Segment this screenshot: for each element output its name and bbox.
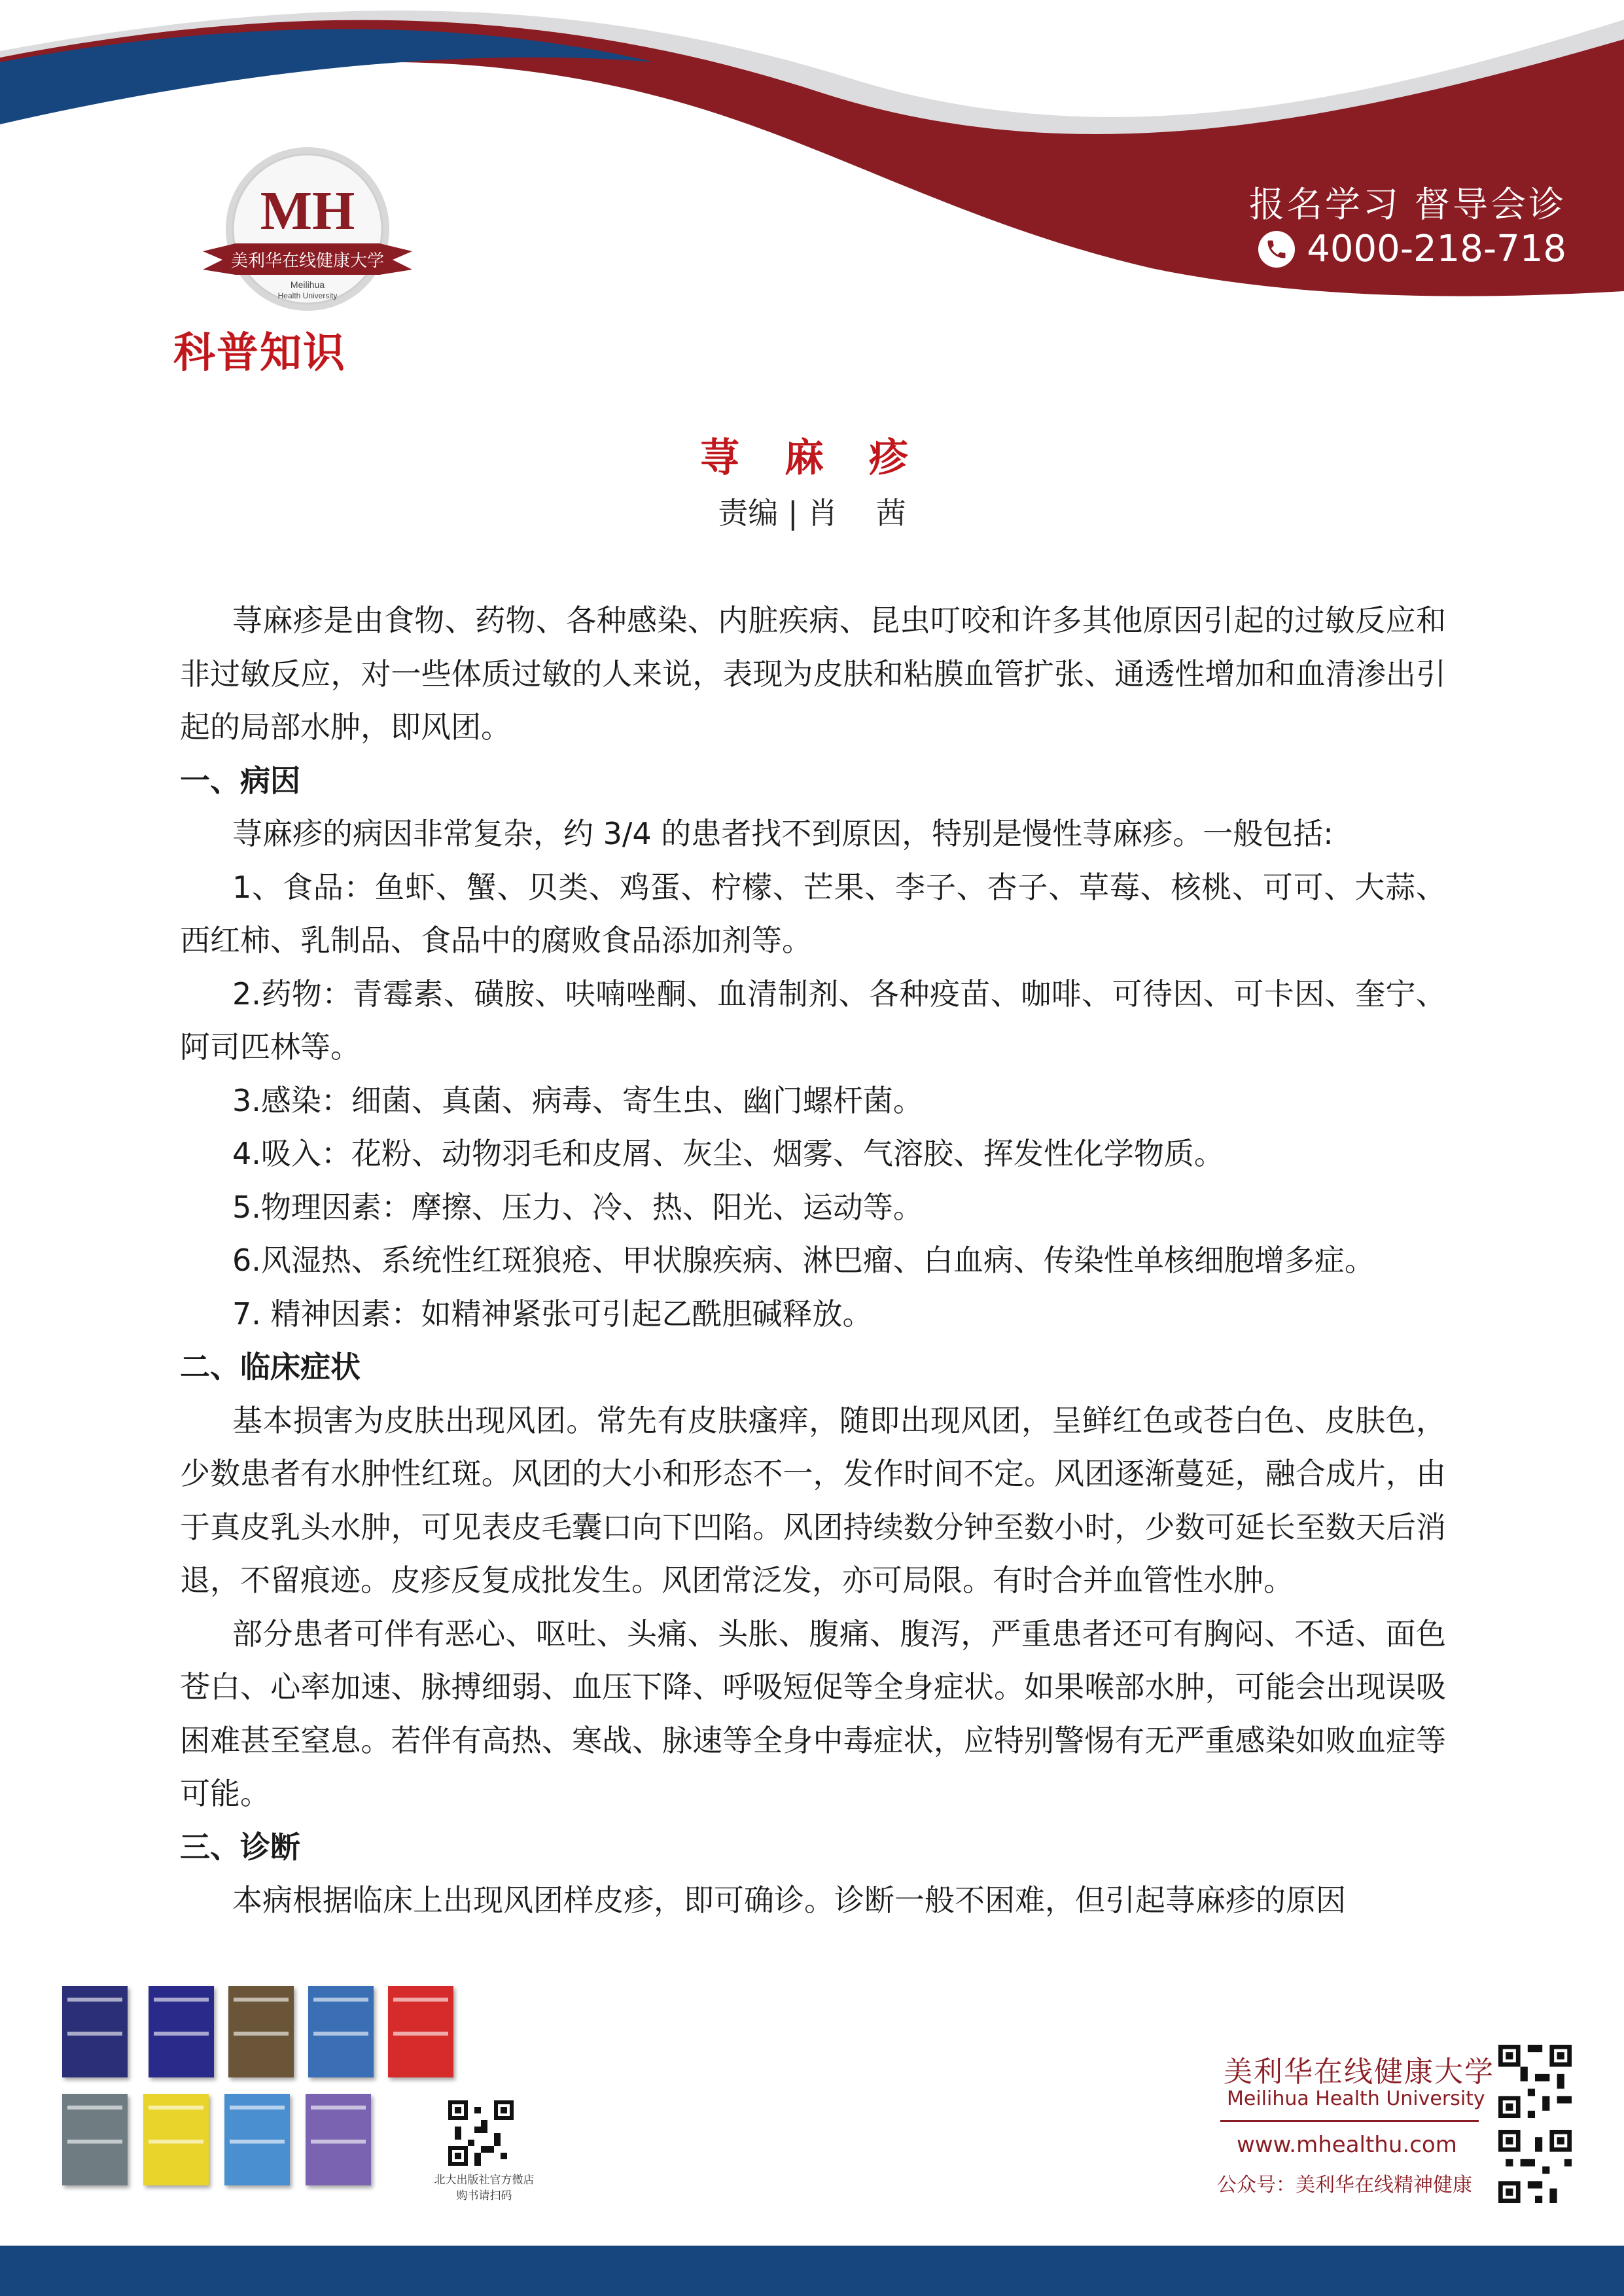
cause-item: 6.风湿热、系统性红斑狼疮、甲状腺疾病、淋巴瘤、白血病、传染性单核细胞增多症。 <box>232 1243 1375 1278</box>
symptoms-paragraph-2: 部分患者可伴有恶心、呕吐、头痛、头胀、腹痛、腹泻，严重患者还可有胸闷、不适、面色苍白、心率加速、脉搏细弱、血压下降、呼吸短促等全身症状。如果喉部水肿，可能会出现误吸困难甚至窒息。若伴有高热、寒战、脉速等全身中毒症状，应特别警惕有无严重感染如败血症等可能。 <box>180 1616 1446 1811</box>
public-account-qr-code[interactable] <box>1498 2130 1572 2203</box>
section-heading-diagnosis: 三、诊断 <box>180 1829 300 1865</box>
cause-item: 4.吸入：花粉、动物羽毛和皮屑、灰尘、烟雾、气溶胶、挥发性化学物质。 <box>232 1136 1224 1171</box>
website-qr-code[interactable] <box>1498 2045 1572 2118</box>
book-cover <box>228 1986 294 2077</box>
book-cover <box>62 1986 128 2077</box>
article-title: 荨 麻 疹 <box>700 435 924 481</box>
article-body <box>180 594 1446 1928</box>
header-phone <box>1258 228 1566 270</box>
book-showcase <box>62 1986 559 2202</box>
symptoms-paragraph-1: 基本损害为皮肤出现风团。常先有皮肤瘙痒，随即出现风团，呈鲜红色或苍白色、皮肤色，少数患者有水肿性红斑。风团的大小和形态不一，发作时间不定。风团逐渐蔓延，融合成片，由于真皮乳头水肿，可见表皮毛囊口向下凹陷。风团持续数分钟至数小时，少数可延长至数天后消退，不留痕迹。皮疹反复成批发生。风团常泛发，亦可局限。有时合并血管性水肿。 <box>180 1402 1446 1598</box>
article-editor: 责编 | 肖 茜 <box>718 495 906 531</box>
diagnosis-paragraph: 本病根据临床上出现风团样皮疹，即可确诊。诊断一般不困难，但引起荨麻疹的原因 <box>232 1882 1346 1918</box>
svg-text:Meilihua: Meilihua <box>290 279 325 290</box>
bottom-bar <box>0 2246 1624 2296</box>
cause-item: 7. 精神因素：如精神紧张可引起乙酰胆碱释放。 <box>232 1296 873 1332</box>
university-logo <box>196 145 419 315</box>
shop-caption: 北大出版社官方微店 购书请扫码 <box>434 2174 535 2202</box>
svg-text:Health University: Health University <box>277 291 338 300</box>
book-cover <box>388 1986 453 2077</box>
intro-paragraph: 荨麻疹是由食物、药物、各种感染、内脏疾病、昆虫叮咬和许多其他原因引起的过敏反应和非过敏反应，对一些体质过敏的人来说，表现为皮肤和粘膜血管扩张、通透性增加和血清渗出引起的局部水肿，即风团。 <box>180 603 1446 745</box>
book-cover <box>306 2094 371 2185</box>
shop-qr-code[interactable] <box>448 2100 514 2166</box>
header-slogan: 报名学习 督导会诊 <box>1248 184 1566 225</box>
book-cover <box>143 2094 209 2185</box>
cause-item: 2.药物：青霉素、磺胺、呋喃唑酮、血清制剂、各种疫苗、咖啡、可待因、可卡因、奎宁、阿司匹林等。 <box>180 976 1446 1065</box>
footer-website[interactable]: www.mhealthu.com <box>1237 2132 1457 2158</box>
cause-item: 5.物理因素：摩擦、压力、冷、热、阳光、运动等。 <box>232 1189 923 1225</box>
book-cover <box>62 2094 128 2185</box>
footer-org-name-en: Meilihua Health University <box>1227 2087 1485 2110</box>
logo-ribbon-text: 美利华在线健康大学 <box>230 251 385 271</box>
phone-number: 4000-218-718 <box>1307 228 1566 270</box>
cause-item: 3.感染：细菌、真菌、病毒、寄生虫、幽门螺杆菌。 <box>232 1082 923 1118</box>
book-cover <box>224 2094 290 2185</box>
book-cover <box>149 1986 214 2077</box>
footer-org-name: 美利华在线健康大学 <box>1224 2055 1494 2089</box>
section-label: 科普知识 <box>173 329 346 378</box>
section-heading-symptoms: 二、临床症状 <box>180 1349 361 1385</box>
svg-text:MH: MH <box>260 181 355 241</box>
book-cover <box>308 1986 374 2077</box>
section-heading-cause: 一、病因 <box>180 762 300 798</box>
cause-lead: 荨麻疹的病因非常复杂，约 3/4 的患者找不到原因，特别是慢性荨麻疹。一般包括: <box>232 816 1333 851</box>
phone-icon <box>1258 231 1295 268</box>
footer-public-account: 公众号：美利华在线精神健康 <box>1217 2174 1472 2197</box>
footer-divider <box>1220 2120 1479 2122</box>
cause-item: 1、食品：鱼虾、蟹、贝类、鸡蛋、柠檬、芒果、李子、杏子、草莓、核桃、可可、大蒜、西红柿、乳制品、食品中的腐败食品添加剂等。 <box>180 869 1446 958</box>
